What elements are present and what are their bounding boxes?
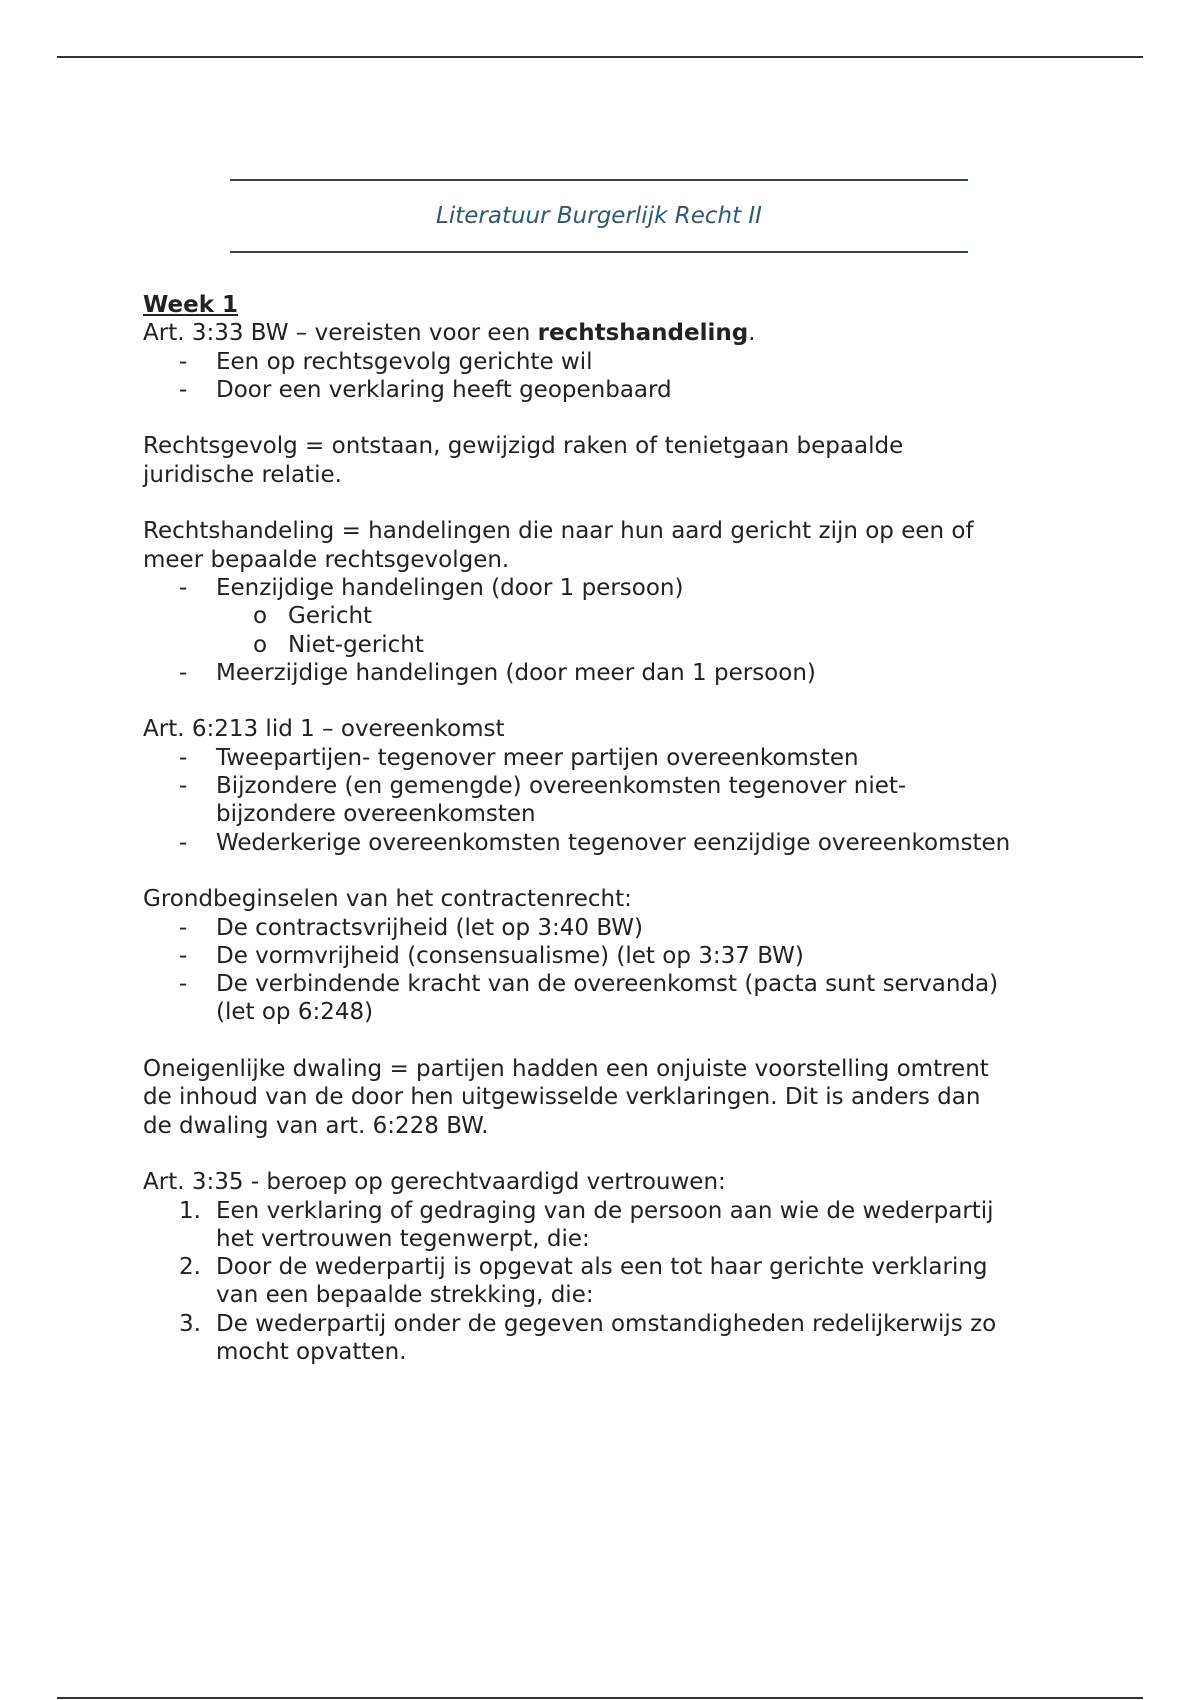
title-box [230, 179, 968, 253]
sub-list-item [143, 602, 1063, 630]
sub-list-item-text: Niet-gericht [288, 631, 424, 658]
rechtsgevolg-line-2: juridische relatie. [143, 461, 342, 488]
dash-marker: - [179, 659, 188, 686]
dash-marker: - [179, 376, 188, 403]
list-item-text-continued: bijzondere overeenkomsten [216, 801, 536, 828]
paragraph-gap [143, 1027, 1063, 1055]
rechtshandeling-line-2: meer bepaalde rechtsgevolgen. [143, 546, 510, 573]
list-item-text: Een op rechtsgevolg gerichte wil [216, 348, 593, 375]
numbered-item [143, 1197, 1063, 1254]
dash-marker: - [179, 574, 188, 601]
list-item-text: Door een verklaring heeft geopenbaard [216, 376, 672, 403]
paragraph-gap [143, 687, 1063, 715]
list-item [143, 348, 1063, 376]
art-333-bold-term: rechtshandeling [537, 320, 749, 347]
rechtsgevolg-line-1: Rechtsgevolg = ontstaan, gewijzigd raken of tenietgaan bepaalde [143, 433, 904, 460]
list-item-text: Tweepartijen- tegenover meer partijen overeenkomsten [216, 744, 859, 771]
paragraph-gap [143, 489, 1063, 517]
dwaling-line-2: de inhoud van de door hen uitgewisselde verklaringen. Dit is anders dan [143, 1084, 981, 1111]
art-333-line [143, 319, 1063, 347]
list-item [143, 970, 1063, 1027]
list-item-text: Eenzijdige handelingen (door 1 persoon) [216, 574, 684, 601]
dwaling-line-3: de dwaling van art. 6:228 BW. [143, 1112, 489, 1139]
dash-marker: - [179, 773, 188, 800]
dash-marker: - [179, 914, 188, 941]
paragraph-gap [143, 404, 1063, 432]
list-item-text: Wederkerige overeenkomsten tegenover eenzijdige overeenkomsten [216, 829, 1011, 856]
numbered-item [143, 1253, 1063, 1310]
document-body [143, 291, 1063, 1366]
page-bottom-rule [57, 1697, 1143, 1699]
list-item [143, 914, 1063, 942]
week-heading: Week 1 [143, 292, 239, 318]
numbered-item-text-continued: het vertrouwen tegenwerpt, die: [216, 1225, 590, 1252]
list-item-text-continued: (let op 6:248) [216, 999, 374, 1026]
numbered-item-text: De wederpartij onder de gegeven omstandigheden redelijkerwijs zo [216, 1310, 997, 1337]
sub-list-item-text: Gericht [288, 603, 373, 630]
dash-marker: - [179, 348, 188, 375]
numbered-item-text: Door de wederpartij is opgevat als een tot haar gerichte verklaring [216, 1254, 988, 1281]
numbered-item-text-continued: van een bepaalde strekking, die: [216, 1282, 594, 1309]
list-item-text: De verbindende kracht van de overeenkomst (pacta sunt servanda) [216, 971, 999, 998]
dash-marker: - [179, 942, 188, 969]
list-item-text: Meerzijdige handelingen (door meer dan 1 persoon) [216, 659, 816, 686]
list-item [143, 772, 1063, 829]
number-marker: 1. [179, 1197, 201, 1224]
numbered-item-text: Een verklaring of gedraging van de persoon aan wie de wederpartij [216, 1197, 994, 1224]
page-top-rule [57, 56, 1143, 58]
numbered-item-text-continued: mocht opvatten. [216, 1338, 407, 1365]
list-item [143, 574, 1063, 602]
numbered-item [143, 1310, 1063, 1367]
list-item [143, 376, 1063, 404]
dash-marker: - [179, 971, 188, 998]
grondbeginselen-heading: Grondbeginselen van het contractenrecht: [143, 886, 632, 913]
dwaling-line-1: Oneigenlijke dwaling = partijen hadden een onjuiste voorstelling omtrent [143, 1056, 989, 1083]
bullet-marker: o [253, 603, 268, 630]
list-item [143, 744, 1063, 772]
number-marker: 2. [179, 1254, 201, 1281]
document-title: Literatuur Burgerlijk Recht II [436, 203, 762, 229]
paragraph-gap [143, 1140, 1063, 1168]
paragraph-gap [143, 857, 1063, 885]
art-333-period: . [748, 320, 756, 347]
list-item-text: De contractsvrijheid (let op 3:40 BW) [216, 914, 644, 941]
list-item [143, 659, 1063, 687]
art-333-text: Art. 3:33 BW – vereisten voor een [143, 320, 538, 347]
dash-marker: - [179, 829, 188, 856]
art-6213-heading: Art. 6:213 lid 1 – overeenkomst [143, 716, 505, 743]
list-item [143, 942, 1063, 970]
list-item-text: De vormvrijheid (consensualisme) (let op 3:37 BW) [216, 942, 804, 969]
list-item-text: Bijzondere (en gemengde) overeenkomsten tegenover niet- [216, 773, 907, 800]
bullet-marker: o [253, 631, 268, 658]
art-335-heading: Art. 3:35 - beroep op gerechtvaardigd vertrouwen: [143, 1169, 726, 1196]
rechtshandeling-line-1: Rechtshandeling = handelingen die naar hun aard gericht zijn op een of [143, 518, 974, 545]
dash-marker: - [179, 744, 188, 771]
list-item [143, 829, 1063, 857]
sub-list-item [143, 631, 1063, 659]
number-marker: 3. [179, 1310, 201, 1337]
